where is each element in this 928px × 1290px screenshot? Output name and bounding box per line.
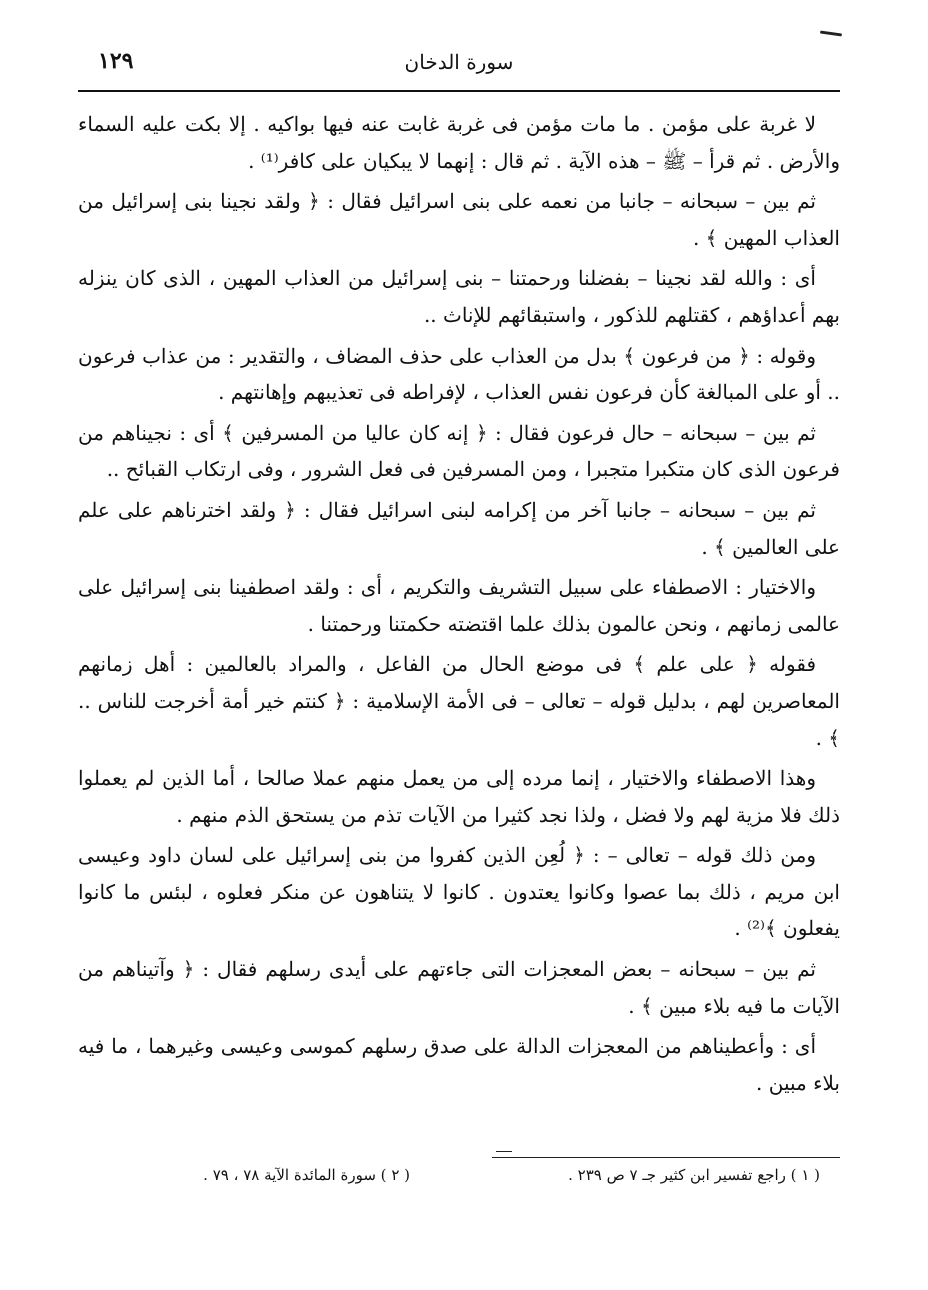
paragraph-6: ثم بين – سبحانه – جانبا آخر من إكرامه لبنى اسرائيل فقال : ﴿ ولقد اخترناهم على علم على العالمين ﴾ .: [78, 497, 840, 559]
page-header: [78, 44, 840, 84]
corner-mark: [820, 30, 842, 36]
paragraph-7: والاختيار : الاصطفاء على سبيل التشريف والتكريم ، أى : ولقد اصطفينا بنى إسرائيل على عالمى زمانهم ، ونحن عالمون بذلك علما اقتضته حكمتنا ورحمتنا .: [78, 575, 840, 636]
paragraph-4: وقوله : ﴿ من فرعون ﴾ بدل من العذاب على حذف المضاف ، والتقدير : من عذاب فرعون .. أو على المبالغة كأن فرعون نفس العذاب ، لإفراطه فى تعذيبهم وإهانتهم .: [78, 343, 840, 405]
paragraph-5: ثم بين – سبحانه – حال فرعون فقال : ﴿ إنه كان عاليا من المسرفين ﴾ أى : نجيناهم من فرعون الذى كان متكبرا متجبرا ، ومن المسرفين فى فعل الشرور ، وفى ارتكاب القبائح ..: [78, 420, 840, 482]
paragraph-2: ثم بين – سبحانه – جانبا من نعمه على بنى اسرائيل فقال : ﴿ ولقد نجينا بنى إسرائيل من العذاب المهين ﴾ .: [78, 189, 840, 250]
paragraph-1: لا غربة على مؤمن . ما مات مؤمن فى غربة غابت عنه فيها بواكيه . إلا بكت عليه السماء والأرض . ثم قرأ – ﷺ – هذه الآية . ثم قال : إنهما لا يبكيان على كافر⁽¹⁾ .: [78, 112, 840, 173]
paragraph-3: أى : والله لقد نجينا – بفضلنا ورحمتنا – بنى إسرائيل من العذاب المهين ، الذى كان ينزله بهم أعداؤهم ، كقتلهم للذكور ، واستبقائهم للإناث ..: [78, 266, 840, 327]
body-text: [78, 106, 840, 1105]
paragraph-11: ثم بين – سبحانه – بعض المعجزات التى جاءتهم على أيدى رسلهم فقال : ﴿ وآتيناهم من الآيات ما فيه بلاء مبين ﴾ .: [78, 957, 840, 1018]
running-title: سورة الدخان: [404, 50, 514, 74]
header-rule: [78, 90, 840, 92]
footnotes: [78, 1166, 840, 1196]
paragraph-10: ومن ذلك قوله – تعالى – : ﴿ لُعِن الذين كفروا من بنى إسرائيل على لسان داود وعيسى ابن مريم ، ذلك بما عصوا وكانوا يعتدون . كانوا لا يتناهون عن منكر فعلوه ، لبئس ما كانوا يفعلون ﴾⁽²⁾ .: [78, 843, 840, 941]
paragraph-9: وهذا الاصطفاء والاختيار ، إنما مرده إلى من يعمل منهم عملا صالحا ، أما الذين لم يعملوا ذلك فلا مزية لهم ولا فضل ، ولذا نجد كثيرا من الآيات تذم من يستحق الذم منهم .: [78, 766, 840, 827]
footnote-2: ( ٢ ) سورة المائدة الآية ٧٨ ، ٧٩ .: [203, 1166, 410, 1184]
paragraph-12: أى : وأعطيناهم من المعجزات الدالة على صدق رسلهم كموسى وعيسى وغيرهما ، ما فيه بلاء مبين .: [78, 1034, 840, 1095]
page-number: ١٢٩: [98, 48, 134, 74]
paragraph-8: فقوله ﴿ على علم ﴾ فى موضع الحال من الفاعل ، والمراد بالعالمين : أهل زمانهم المعاصرين لهم ، بدليل قوله – تعالى – فى الأمة الإسلامية : ﴿ كنتم خير أمة أخرجت للناس .. ﴾ .: [78, 652, 840, 750]
footnote-rule-tick: [496, 1151, 512, 1152]
page: [78, 32, 840, 1262]
footnote-rule: [492, 1157, 840, 1158]
footnote-1: ( ١ ) راجع تفسير ابن كثير جـ ٧ ص ٢٣٩ .: [568, 1166, 820, 1184]
